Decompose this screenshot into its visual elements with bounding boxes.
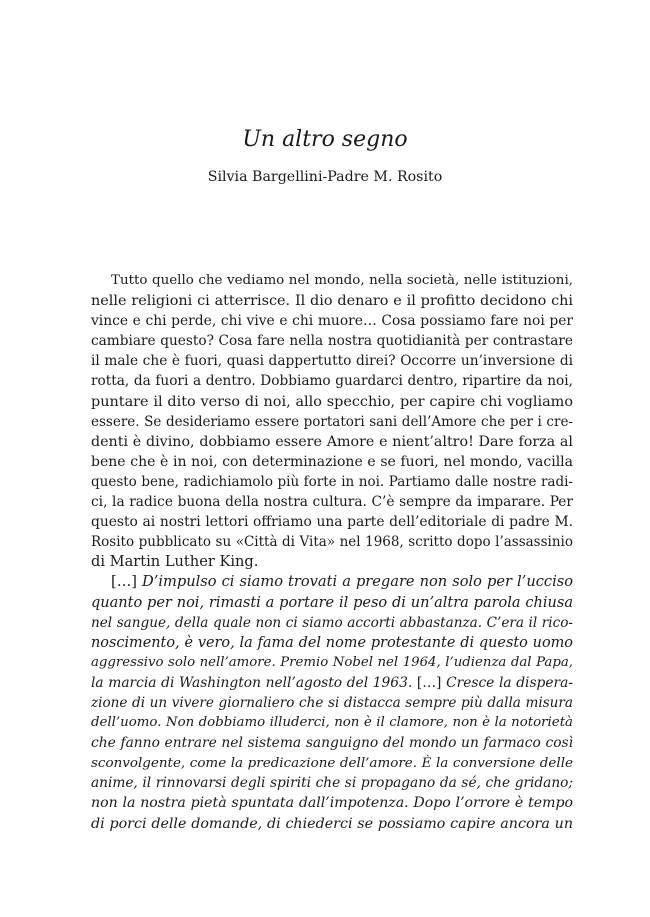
ellipsis-bracket: […] — [416, 674, 442, 691]
quote-line: anime, il rinnovarsi degli spiriti che si propagano da sé, che gridano; — [91, 775, 573, 792]
text-line: Rosito pubblicato su «Città di Vita» nel 1968, scritto dopo l’assassinio — [91, 534, 573, 551]
body-text — [91, 271, 573, 834]
quote-line: noscimento, è vero, la fama del nome protestante di questo uomo — [91, 634, 573, 651]
text-line: il male che è fuori, quasi dappertutto direi? Occorre un’inversione di — [91, 353, 573, 370]
quote-text: Cresce la dispera- — [446, 674, 573, 691]
quote-line: zione di un vivere giornaliero che si distacca sempre più dalla misura — [91, 694, 573, 711]
text-line: denti è divino, dobbiamo essere Amore e nient’altro! Dare forza al — [91, 433, 573, 450]
text-line: vince e chi perde, chi vive e chi muore… Cosa possiamo fare noi per — [91, 313, 573, 330]
quote-text: la marcia di Washington nell’agosto del 1963. — [91, 674, 413, 691]
ellipsis-bracket: […] — [111, 573, 137, 591]
quote-line: sconvolgente, come la predicazione dell’amore. È la conversione delle — [91, 755, 573, 772]
text-line: di Martin Luther King. — [91, 553, 259, 571]
quote-line: che fanno entrare nel sistema sanguigno del mondo un farmaco così — [91, 735, 573, 752]
authors-line: Silvia Bargellini-Padre M. Rosito — [207, 169, 443, 185]
paragraph-intro — [91, 271, 573, 572]
text-line: rotta, da fuori a dentro. Dobbiamo guardarci dentro, ripartire da noi, — [91, 373, 573, 390]
quote-line: di porci delle domande, di chiederci se possiamo capire ancora un — [91, 815, 573, 832]
quote-first-line — [91, 572, 573, 592]
text-line: bene che è in noi, con determinazione e se fuori, nel mondo, vacilla — [91, 453, 573, 470]
quote-mixed-line — [91, 673, 573, 693]
quote-line: non la nostra pietà spuntata dall’impotenza. Dopo l’orrore è tempo — [91, 795, 573, 812]
text-line: questo ai nostri lettori offriamo una parte dell’editoriale di padre M. — [91, 514, 573, 531]
quote-text: D’impulso ci siamo trovati a pregare non solo per l’ucciso — [142, 573, 574, 591]
quote-line: dell’uomo. Non dobbiamo illuderci, non è il clamore, non è la notorietà — [91, 715, 573, 731]
paragraph-quote — [91, 572, 573, 833]
text-line: cambiare questo? Cosa fare nella nostra quotidianità per contrastare — [91, 333, 573, 350]
text-line: Tutto quello che vediamo nel mondo, nella società, nelle istituzioni, — [111, 273, 573, 288]
text-line: ci, la radice buona della nostra cultura. C’è sempre da imparare. Per — [91, 494, 573, 511]
quote-line: aggressivo solo nell’amore. Premio Nobel nel 1964, l’udienza dal Papa, — [91, 654, 573, 670]
text-line: nelle religioni ci atterrisce. Il dio denaro e il profitto decidono chi — [91, 293, 573, 310]
page-title: Un altro segno — [242, 127, 408, 152]
text-line: essere. Se desideriamo essere portatori sani dell’Amore che per i cre- — [91, 413, 573, 430]
quote-line: quanto per noi, rimasti a portare il peso di un’altra parola chiusa — [91, 594, 573, 611]
quote-line: nel sangue, della quale non ci siamo accorti abbastanza. C’era il rico- — [91, 614, 573, 631]
text-line: questo bene, radichiamolo più forte in noi. Partiamo dalle nostre radi- — [91, 473, 573, 490]
text-line: puntare il dito verso di noi, allo specchio, per capire chi vogliamo — [91, 393, 573, 410]
